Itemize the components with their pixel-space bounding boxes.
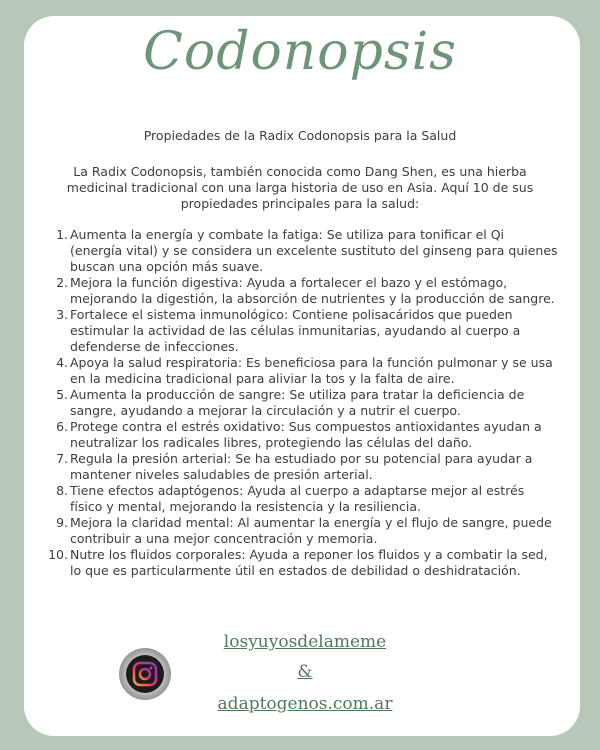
list-item [48,451,558,483]
list-item-text: Aumenta la producción de sangre: Se utiliza para tratar la deficiencia de sangre, ayudando a mejorar la circulación y a nutrir el cuerpo. [70,387,525,418]
instagram-handle-link[interactable]: losyuyosdelameme [223,632,387,652]
list-item-number: 1. [56,227,68,242]
list-item-text: Regula la presión arterial: Se ha estudiado por su potencial para ayudar a mantener niveles saludables de presión arterial. [70,451,533,482]
list-item-text: Mejora la función digestiva: Ayuda a fortalecer el bazo y el estómago, mejorando la digestión, la absorción de nutrientes y la producción de sangre. [70,275,555,306]
list-item [48,547,558,579]
list-item [48,307,558,355]
list-item-number: 7. [56,451,68,466]
list-item-number: 9. [56,515,68,530]
list-item-number: 10. [48,547,68,562]
list-item-number: 6. [56,419,68,434]
list-item [48,419,558,451]
subtitle: Propiedades de la Radix Codonopsis para la Salud [143,128,457,143]
instagram-icon[interactable] [119,648,171,700]
list-item [48,515,558,547]
list-item-text: Mejora la claridad mental: Al aumentar la energía y el flujo de sangre, puede contribuir a una mejor concentración y memoria. [70,515,552,546]
list-item-text: Nutre los fluidos corporales: Ayuda a reponer los fluidos y a combatir la sed, lo que es particularmente útil en estados de debilidad o deshidratación. [70,547,548,578]
list-item-number: 4. [56,355,68,370]
list-item-text: Tiene efectos adaptógenos: Ayuda al cuerpo a adaptarse mejor al estrés físico y mental, mejorando la resistencia y la resiliencia. [70,483,525,514]
list-item [48,355,558,387]
footer-links [180,632,430,714]
properties-list [48,227,558,579]
list-item-text: Aumenta la energía y combate la fatiga: Se utiliza para tonificar el Qi (energía vital) y se considera un excelente sustituto del ginseng para quienes buscan una opción más suave. [70,227,558,274]
list-item-number: 8. [56,483,68,498]
list-item-number: 5. [56,387,68,402]
list-item-number: 3. [56,307,68,322]
list-item-number: 2. [56,275,68,290]
list-item [48,275,558,307]
intro-paragraph: La Radix Codonopsis, también conocida como Dang Shen, es una hierba medicinal tradicional con una larga historia de uso en Asia. Aquí 10 de sus propiedades principales para la salud: [66,164,534,211]
list-item [48,387,558,419]
list-item [48,227,558,275]
list-item-text: Apoya la salud respiratoria: Es beneficiosa para la función pulmonar y se usa en la medicina tradicional para aliviar la tos y la falta de aire. [70,355,553,386]
website-link[interactable]: adaptogenos.com.ar [217,694,393,714]
list-item-text: Protege contra el estrés oxidativo: Sus compuestos antioxidantes ayudan a neutralizar los radicales libres, protegiendo las células del daño. [70,419,542,450]
list-item-text: Fortalece el sistema inmunológico: Contiene polisacáridos que pueden estimular la actividad de las células inmunitarias, ayudando al cuerpo a defenderse de infecciones. [70,307,521,354]
list-item [48,483,558,515]
page-title: Codonopsis [143,22,457,82]
ampersand: & [297,662,313,682]
